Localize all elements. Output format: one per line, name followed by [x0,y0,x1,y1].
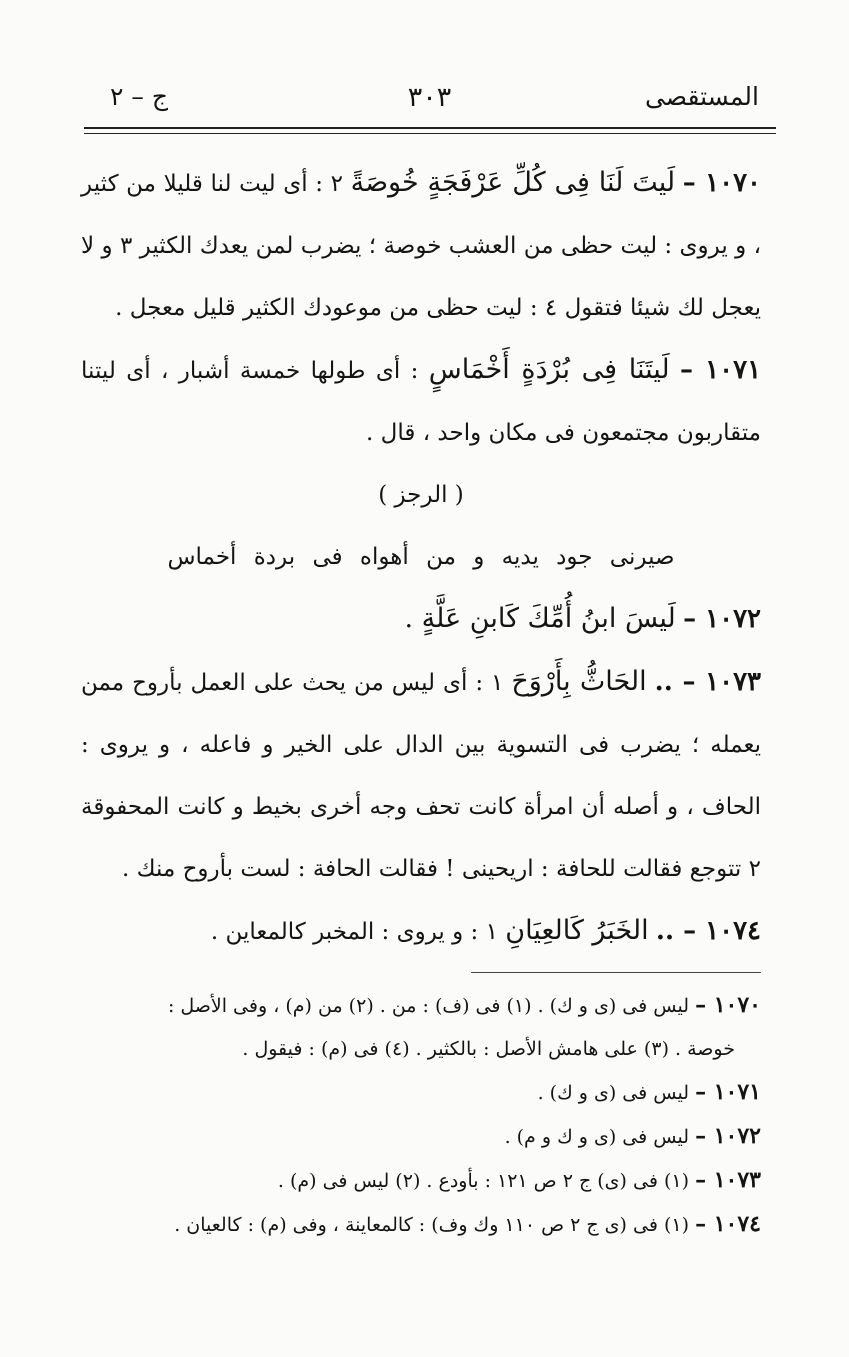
entry-1073 [81,651,761,900]
footnote-text: (١) فى (ى ج ٢ ص ١١٠ وك وف) : كالمعاينة ، وفى (م) : كالعيان . [174,1214,690,1236]
entry-1072 [81,588,761,651]
footnote-number: ١٠٧٠ – [695,992,761,1018]
proverb: الخَبَرُ كَالعِيَانِ [505,915,649,946]
footnote-text: ليس فى (ى و ك) . (١) فى (ف) : من . (٢) من (م) ، وفى الأصل : [167,995,690,1017]
entry-number: ١٠٧٤ – .. [655,916,761,946]
main-text [81,152,761,963]
volume-label: ج – ٢ [110,82,168,111]
entry-1070 [81,152,761,339]
page-number: ٣٠٣ [407,82,452,113]
footnote-text: ليس فى (ى و ك) . [537,1082,690,1104]
proverb: لَيتَنَا فِى بُرْدَةٍ أَخْمَاسٍ [428,354,670,385]
footnotes [81,984,761,1247]
entry-number: ١٠٧٣ – .. [654,667,762,697]
footnote-1071 [81,1071,761,1115]
entry-number: ١٠٧٢ – [683,604,761,634]
entry-text: : أى طولها خمسة أشبار ، أى ليتنا متقاربون مجتمعون فى مكان واحد ، قال . [81,358,761,446]
footnote-number: ١٠٧١ – [695,1079,761,1105]
header-rule [84,127,776,129]
entry-1071 [81,339,761,464]
proverb: لَيتَ لَنَا فِى كُلِّ عَرْفَجَةٍ خُوصَةً [350,167,676,198]
proverb: لَيسَ ابنُ أُمِّكَ كَابنِ عَلَّةٍ . [404,603,676,634]
footnote-number: ١٠٧٢ – [695,1123,761,1149]
footnote-text: ليس فى (ى و ك و م) . [504,1126,690,1148]
entry-text: ٢ : أى ليت لنا قليلا من كثير ، و يروى : ليت حظى من العشب خوصة ؛ يضرب لمن يعدك الكثير ٣ و لا يعجل لك شيئا فتقول ٤ : ليت حظى من موعودك الكثير قليل معجل . [81,171,761,321]
footnote-number: ١٠٧٣ – [695,1167,761,1193]
footnote-1070-continued: خوصة . (٣) على هامش الأصل : بالكثير . (٤) فى (م) : فيقول . [242,1038,735,1060]
footnote-1070 [81,984,761,1028]
proverb: الحَاثُّ بِأَرْوَحَ [511,666,647,697]
entry-text: ١ : أى ليس من يحث على العمل بأروح ممن يعمله ؛ يضرب فى التسوية بين الدال على الخير و فاعله ، و يروى : الحاف ، و أصله أن امرأة كانت تحف وجه أخرى بخيط و كانت المحفوقة ٢ تتوجع فقالت للحافة : اريحينى ! فقالت الحافة : لست بأروح منك . [81,670,761,882]
entry-number: ١٠٧١ – [680,355,762,385]
running-title: المستقصى [644,82,759,111]
footnote-1073 [81,1159,761,1203]
entry-1074 [81,900,761,963]
entry-text: ١ : و يروى : المخبر كالمعاين . [210,919,498,945]
footnote-1072 [81,1115,761,1159]
footnote-1074 [81,1203,761,1247]
header-rule-thin [84,133,776,134]
verse: صيرنى جود يديه و من أهواه فى بردة أخماس [167,544,675,570]
footnote-separator [471,972,761,973]
footnote-number: ١٠٧٤ – [695,1211,761,1237]
meter-label: ( الرجز ) [378,482,464,508]
entry-number: ١٠٧٠ – [682,168,761,198]
footnote-text: (١) فى (ى) ج ٢ ص ١٢١ : بأودع . (٢) ليس فى (م) . [277,1170,690,1192]
page-header [100,82,759,122]
